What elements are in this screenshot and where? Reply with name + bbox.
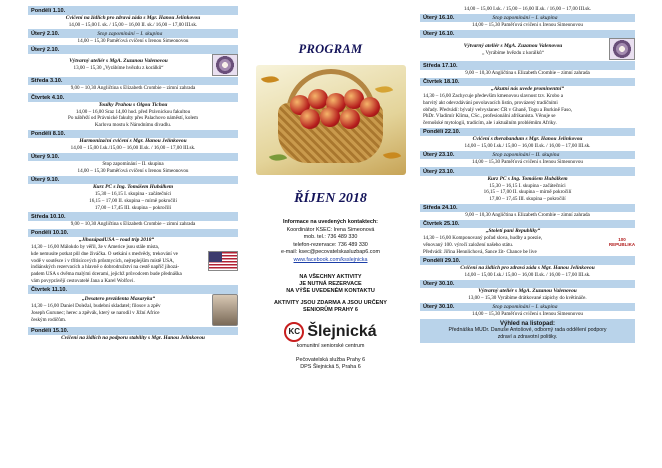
event-text [420,43,606,57]
info-heading: Informace na uvedených kontaktech: [283,219,378,225]
event-paragraph-line: 14,30 – 16,00 Málokdo by věřil, že v Americe jsou stále místa, [31,244,160,251]
event-title: Výtvarný ateliér s MgA. Zuzanou Valenovou [478,288,577,295]
logo100-icon [609,234,635,250]
event-text [420,228,606,255]
event-body [420,86,635,127]
event-line: 14,00 – 15,30 Paměťová cvičení s Irenou Simeonovou [77,168,189,175]
event-line: 9,00 – 10,30 Angličtina s Elizabeth Crombie – zimní zahrada [465,212,590,219]
event-title: „Století pani Republiky“ [485,228,541,235]
event-date-text: Pondělí 10.10. [31,230,69,237]
event-date [420,220,635,229]
event-line: Karlova mostu k Národnímu divadlu. [94,122,172,129]
event-line: 14,00 – 15,00 I.sk./ 15,00 – 16,00 II.sk. / 16,00 – 17,00 III.sk. [464,143,591,150]
preview-title: Výhled na listopad: [499,321,555,328]
event-title: Kurz PC s Ing. Tomášem Hubálkem [92,184,174,191]
contact-info [243,219,418,265]
address-line: DPS Šlejnická 5, Praha 6 [300,364,361,371]
event-paragraph-line: barvitý akt odevzdávání povolavacích listin, provázený tradičními [423,99,558,106]
event-body [420,212,635,219]
event-date-text: Úterý 2.10. [31,46,60,53]
event-text [28,102,238,129]
apple-basket-image [256,65,406,175]
event-body [28,54,238,76]
event-text [420,176,635,203]
event-line: 9,00 – 10,30 Angličtina s Elizabeth Crombie – zimní zahrada [70,220,196,227]
event-entry [420,6,635,13]
event-date-text: Čtvrtek 4.10. [31,94,65,101]
event-title: Výtvarný ateliér s MgA. Zuzanou Valenovou [463,42,563,49]
event-title: Cvičení na židlích na podporu stability s Mgr. Hanou Jelínkovou [61,335,205,342]
event-date [28,45,238,54]
event-date-text: Pondělí 22.10. [423,129,461,136]
event-date-text: Pondělí 29.10. [423,257,461,264]
event-entry [28,176,238,212]
event-entry [28,93,238,129]
event-paragraph-line: vám povyprávějí cestovatelé Jana a Karel Wolfovi. [31,277,135,284]
event-paragraph-line: věnovaný 100. výročí založení našeho státu. [423,242,514,249]
event-text [28,138,238,152]
notice-line: NA VŠECHNY AKTIVITY [299,273,362,280]
event-entry [420,151,635,166]
event-paragraph-line: 14,30 – 16,00 Zachycuje především kmenovou slavnost tzv. Krobo a [423,93,564,100]
event-date-text: Pondělí 8.10. [31,131,66,138]
event-title: „Desatero prezidenta Masaryka“ [81,296,156,303]
event-date [420,167,635,176]
event-line: 13,00 – 15,30 „Vyrábíme hvězdu z korálků“ [73,65,164,72]
event-paragraph-line: PhDr. Vladimír Klíma, CSc., profesionální afrikanista. Věnuje se [423,113,556,120]
event-date [28,77,238,86]
event-paragraph-line: 14,30 – 16,00 Komponovaný pořad slova, hudby a poezie, [423,235,543,242]
event-entry [420,303,635,318]
event-line: 14,00 – 15,00 I. sk. / 15,00 – 16,00 II. sk./ 16,00 – 17,00 III.sk. [68,21,198,28]
event-body [28,161,238,174]
event-body [420,265,635,279]
event-paragraph-line: vodě v soutěsce i v třítisícových průsmycích, nejteplejším místě USA, [31,257,175,264]
event-entry [28,285,238,326]
event-subtitle: Stop zapomínání – I. skupina [97,30,163,37]
event-date-text: Úterý 30.10. [423,304,455,311]
event-entry [28,212,238,227]
event-subtitle: Stop zapomínání – I. skupina [492,304,558,311]
event-entry [420,256,635,278]
event-body [420,228,635,255]
event-date [28,229,238,238]
event-entry [420,61,635,76]
month-title: ŘÍJEN 2018 [294,191,367,206]
event-date-text: Středa 24.10. [423,205,458,212]
event-line: „ Vyrábíme hvězdu z korálků“ [482,49,544,56]
event-date [28,176,238,185]
event-line: 14,00 – 15,00 I.sk./15,00 – 16,00 II.sk. / 16,00 – 17,00 III.sk. [70,145,196,152]
event-body [420,159,635,166]
event-body [420,6,635,13]
event-date [420,61,635,70]
next-month-preview [420,319,635,343]
event-entry [28,29,238,44]
event-date [420,303,635,312]
event-date [420,78,635,87]
event-text [28,184,238,211]
logo100-label: 100 REPUBLIKA [608,236,636,247]
event-date [28,153,238,162]
event-title: „JihozápadUSA – road trip 2018“ [78,237,155,244]
event-title: Toulky Prahou s Olgou Tichou [98,101,168,108]
event-body [28,38,238,45]
event-entry [28,229,238,285]
event-text [420,159,635,166]
event-title: Cvičení na židlích pro zdravá záda s Mgr. Hanou Jelínkovou [65,14,201,21]
event-line: 17,00 – 17,45 III. skupina – pokročilí [94,204,172,211]
event-body [420,22,635,29]
event-date-text: Středa 10.10. [31,213,66,220]
event-line: 9,00 – 10,30 Angličtina s Elizabeth Crombie – zimní zahrada [70,85,196,92]
event-date-text: Úterý 16.10. [423,31,455,38]
event-date [28,93,238,102]
preview-line: Přednáška MUDr. Danuše Antošové, odborný rada oddělení podpory [448,327,607,334]
event-text [28,38,238,45]
event-text [28,85,238,92]
event-text [420,311,635,318]
program-title: PROGRAM [298,42,363,56]
event-entry [420,14,635,29]
event-date-text: Úterý 23.10. [423,152,455,159]
event-body [420,70,635,77]
event-subtitle: Stop zapomínání – II. skupina [492,152,560,159]
event-body [420,288,635,302]
event-date [420,204,635,213]
event-date [420,128,635,137]
event-line: 15,30 – 16,15 I. skupina - začátečníci [489,182,566,189]
event-entry [28,130,238,152]
event-paragraph-line: padem USA s dvěma malými dcerami, jejichž průvodcem bude přednáška [31,270,182,277]
event-date-text: Úterý 23.10. [423,168,455,175]
event-date-text: Pondělí 1.10. [31,7,66,14]
event-line: 14,00 – 15,00 I.sk./ 15,00 – 16,00 II.sk. / 16,00 – 17,00 III.sk. [464,271,591,278]
event-entry [420,204,635,219]
event-entry [420,30,635,61]
event-title: Harmonizační cvičení s Mgr. Hanou Jelínkovou [79,138,187,145]
event-line: 14,00 – 15,30 Paměťová cvičení s Irenou Simeonovou [472,22,583,29]
event-paragraph-line: českým rodičům. [31,316,67,323]
event-line: 9,00 – 10,30 Angličtina s Elizabeth Crombie – zimní zahrada [465,69,590,76]
event-date [420,14,635,23]
event-entry [420,280,635,302]
event-paragraph-line: černošské mytologii, tradicím, ale i aktuálním problémům Afriky. [423,119,557,126]
event-text [420,212,635,219]
reservation-notice [243,274,418,314]
flag-us-icon [208,251,238,271]
left-column [28,6,238,343]
event-date [28,212,238,221]
notice-line: SENIORŮM PRAHY 6 [303,306,358,313]
event-body [420,176,635,203]
middle-column [243,6,418,372]
event-text [28,58,209,72]
event-date [28,29,238,38]
info-reservation-phone: telefon-rezervace: 736 489 330 [293,241,368,248]
event-text [28,237,205,284]
event-paragraph-line: Joseph Gurunec; herec a zpěvák, který se narodil v Jižní Africe [31,310,160,316]
logo-mark: KC [284,322,304,342]
event-date [420,280,635,289]
notice-line: NA VÝŠE UVEDENÉM KONTAKTU [286,287,375,294]
event-entry [28,153,238,175]
event-subtitle: Stop zapomínání – I. skupina [492,15,558,22]
event-body [28,85,238,92]
event-body [28,335,238,342]
event-line: 14,00 – 15,30 Paměťová cvičení s Irenou Simeonovou [77,37,189,44]
event-paragraph-line: obřady. Předvádí: bývalý velvyslanec ČR v Ghaně, Togu a Burkině Faso, [423,106,573,113]
event-date [420,151,635,160]
event-entry [420,78,635,127]
info-mobile: mob. tel.: 736 489 330 [303,234,358,241]
event-date [28,130,238,139]
right-column [420,6,635,343]
event-paragraph-line: kde nemusíte potkat půl dne živáčka. O setkání s medvědy, trekování ve [31,250,178,257]
event-body [28,184,238,211]
event-line: Stop zapomínání – II. skupina [102,161,164,168]
facebook-link[interactable]: www.facebook.com/ksslejnicka [293,256,368,263]
event-date-text: Čtvrtek 25.10. [423,221,460,228]
event-date [28,285,238,294]
logo-subtitle: komunitní seniorské centrum [296,342,365,349]
event-line: 14,00 – 15,30 Paměťová cvičení s Irenou Simeonovou [472,311,583,318]
event-text [28,15,238,29]
event-line: 17,00 – 17,45 III. skupina – pokročilí [489,195,566,202]
event-body [28,237,238,284]
preview-line: zdraví a zdravotní politiky. [497,334,558,341]
event-line: 13,00 – 15,30 Vyrábíme drátkované zápichy do květináče. [468,295,587,302]
event-body [28,15,238,29]
event-date-text: Úterý 16.10. [423,15,455,22]
event-date-text: Středa 3.10. [31,78,63,85]
event-line: Po nábřeží od Právnické fakulty přes Palachovo náměstí, kolem [68,115,198,122]
event-body [28,294,238,326]
event-paragraph-line: Předvádí: Jiřina Hennlichová, Šance žít- Chance be live [423,248,537,255]
logo-name: Šlejnická [307,322,377,340]
kc-slejnicka-logo [243,322,418,342]
event-text [420,22,635,29]
flower-icon [212,54,238,76]
event-date-text: Úterý 9.10. [31,154,60,161]
event-text [28,221,238,228]
event-date [28,6,238,15]
event-entry [420,220,635,256]
event-entry [28,327,238,343]
event-line: 14,00 – 16,00 Sraz 14,00 hod. před Právnickou fakultou [75,108,191,115]
event-body [420,136,635,150]
event-body [28,221,238,228]
event-text [28,296,209,323]
event-date-text: Úterý 2.10. [31,30,60,37]
event-title: Kurz PC s Ing. Tomášem Hubálkem [487,175,568,182]
event-line: 16,15 – 17,00 II. skupina – mírně pokročilí [483,189,572,196]
address-line: Pečovatelská služba Prahy 6 [295,356,366,363]
event-date [420,256,635,265]
notice-line: AKTIVITY JSOU ZDARMA A JSOU URČENY [274,299,387,306]
event-date [420,30,635,39]
info-coordinator: Koordinátor KSEC: Irena Simeonová [286,226,375,233]
event-body [420,311,635,318]
event-paragraph-line: indiánských rezervacích a hlavně o dobrodružství na cestě napříč jihozá- [31,264,180,271]
event-text [420,6,635,13]
event-date-text: Středa 17.10. [423,62,458,69]
flower-icon [609,38,635,60]
event-body [28,102,238,129]
event-date-text: Pondělí 15.10. [31,328,69,335]
event-body [420,38,635,60]
event-text [420,136,635,150]
event-text [420,70,635,77]
address [243,357,418,372]
event-line: 14,00 – 15,30 Paměťová cvičení s Irenou Simeonovou [472,159,583,166]
event-title: Cvičení s therabandum s Mgr. Hanou Jelínkovou [472,136,583,143]
event-date-text: Úterý 30.10. [423,281,455,288]
event-entry [28,77,238,92]
event-body [28,138,238,152]
event-entry [28,45,238,76]
event-date-text: Úterý 9.10. [31,177,60,184]
event-text [28,161,238,174]
event-text [420,288,635,302]
event-entry [420,128,635,150]
event-text [420,86,635,127]
event-line: 16,15 – 17,00 II. skupina – mírně pokročilí [89,198,177,205]
info-email[interactable]: e-mail: ksec@pecovatelskasluzbap6.com [281,249,380,256]
event-title: Cvičení na židlích pro zdravá záda s Mgr. Hanou Jelínkovou [460,264,595,271]
event-date [28,327,238,336]
event-line: 15,30 – 16,15 I. skupina - začátečníci [94,191,172,198]
event-entry [28,6,238,28]
portrait-icon [212,294,238,326]
event-line: 14,00 – 15,00 I.sk. / 15,00 – 16,00 II.sk. / 16,00 – 17,00 III.sk. [463,6,592,12]
event-paragraph-line: 14,30 – 16,00 Daniel Doležal, budební skladatel; filosov a zpěv [31,303,161,310]
event-title: „Akutní nás uvede prominentní“ [491,86,564,93]
notice-line: JE NUTNÁ REZERVACE [299,280,362,287]
event-title: Výtvarný ateliér s MgA. Zuzanou Valenovou [69,58,168,65]
event-text [420,265,635,279]
event-date-text: Čtvrtek 11.10. [31,286,68,293]
event-text [28,335,238,342]
event-date-text: Čtvrtek 18.10. [423,79,460,86]
event-entry [420,167,635,203]
